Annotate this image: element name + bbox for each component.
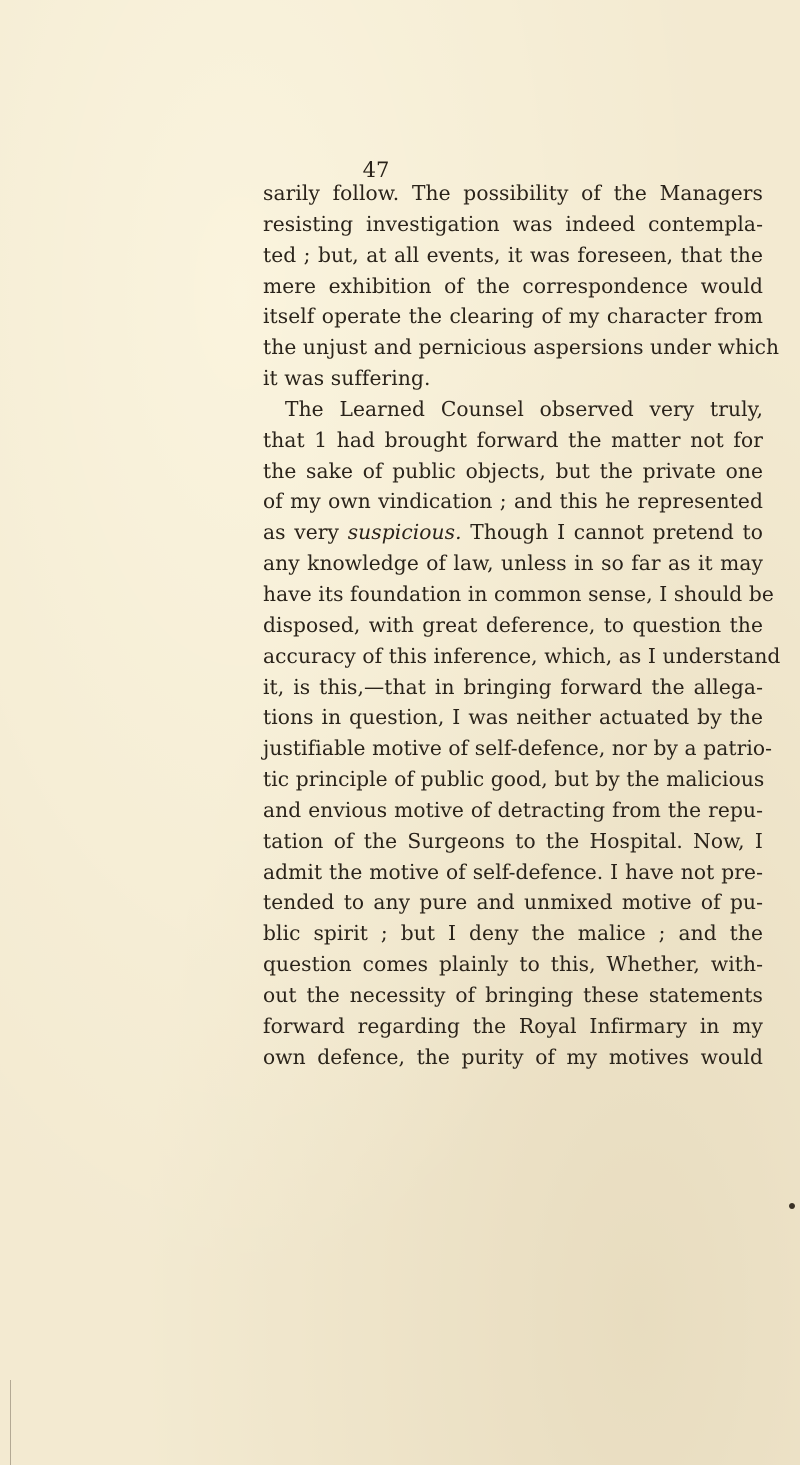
text-line: disposed, with great deference, to question the xyxy=(263,612,763,637)
page-edge-mark xyxy=(10,1380,11,1465)
text-segment: Though I cannot pretend to xyxy=(461,520,764,545)
text-line: it, is this,—that in bringing forward the allega- xyxy=(263,674,763,699)
text-line: tended to any pure and unmixed motive of pu- xyxy=(263,890,763,915)
text-line: any knowledge of law, unless in so far as it may xyxy=(263,551,763,576)
text-line: mere exhibition of the correspondence would xyxy=(263,273,763,298)
text-line: out the necessity of bringing these statements xyxy=(263,982,763,1007)
text-line: that 1 had brought forward the matter not for xyxy=(263,427,763,452)
text-line: have its foundation in common sense, I should be xyxy=(263,581,774,606)
paragraph-start-line: The Learned Counsel observed very truly, xyxy=(285,396,763,421)
text-line: sarily follow. The possibility of the Managers xyxy=(263,181,763,205)
text-line: and envious motive of detracting from the repu- xyxy=(263,797,763,822)
text-line: question comes plainly to this, Whether, with- xyxy=(263,952,763,977)
text-line: admit the motive of self-defence. I have not pre- xyxy=(263,859,763,884)
text-line: the unjust and pernicious aspersions under which xyxy=(263,335,780,360)
text-line: ted ; but, at all events, it was foreseen, that the xyxy=(263,242,763,267)
emphasis-word: suspicious. xyxy=(347,520,462,545)
text-line: tic principle of public good, but by the malicious xyxy=(263,767,765,792)
text-line: itself operate the clearing of my character from xyxy=(263,304,763,329)
text-line: blic spirit ; but I deny the malice ; and the xyxy=(263,921,763,946)
text-line-with-emphasis xyxy=(263,517,763,548)
text-line: justifiable motive of self-defence, nor by a patrio- xyxy=(263,736,773,761)
text-line: the sake of public objects, but the private one xyxy=(263,458,763,483)
text-line: tation of the Surgeons to the Hospital. Now, I xyxy=(263,828,763,853)
ink-spot xyxy=(789,1203,795,1209)
page-number: 47 xyxy=(362,158,390,182)
text-line: of my own vindication ; and this he represented xyxy=(263,489,763,514)
body-text xyxy=(263,178,781,1072)
text-line: tions in question, I was neither actuated by the xyxy=(263,705,763,730)
text-line: own defence, the purity of my motives would xyxy=(263,1044,763,1069)
text-segment: as very xyxy=(263,520,348,545)
text-line: resisting investigation was indeed contempla- xyxy=(263,211,763,236)
text-line: it was suffering. xyxy=(263,366,431,391)
text-line: accuracy of this inference, which, as I understand xyxy=(263,643,781,668)
text-line: forward regarding the Royal Infirmary in my xyxy=(263,1013,763,1038)
